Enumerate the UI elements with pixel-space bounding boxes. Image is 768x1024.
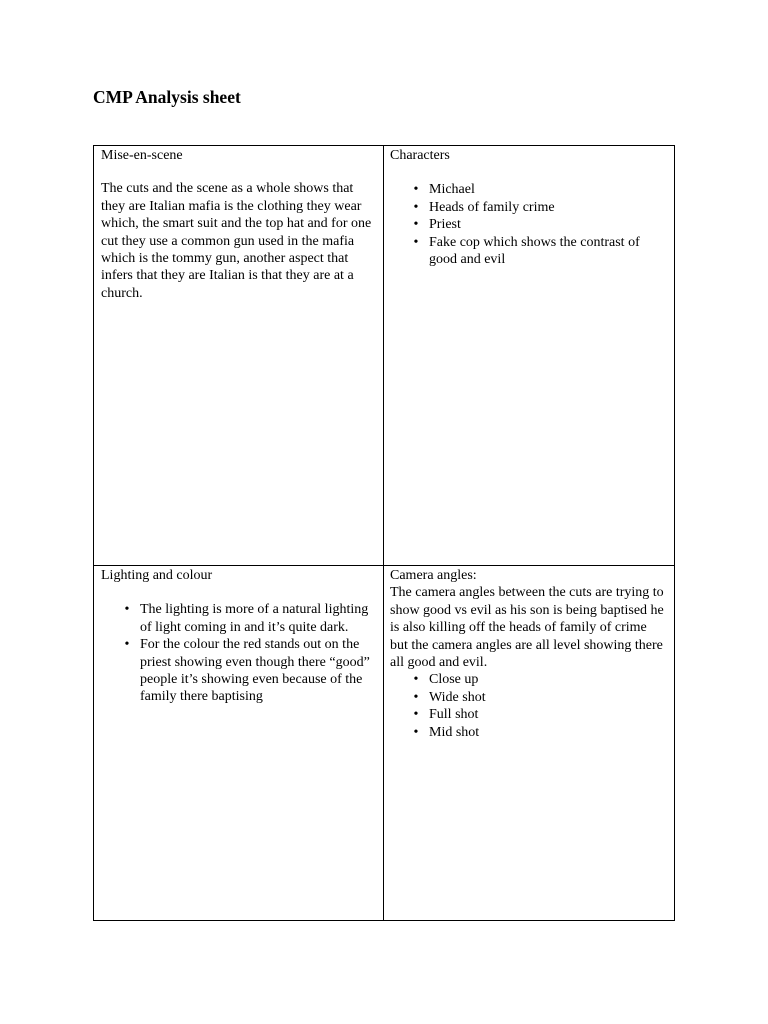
mise-en-scene-text: The cuts and the scene as a whole shows that they are Italian mafia is the clothing they wear which, the smart suit and the top hat and for one cut they use a common gun used in the mafia which is the tommy gun, another aspect that infers that they are Italian is that they are at a church. [101,181,372,301]
lighting-colour-heading: Lighting and colour [101,568,213,583]
characters-heading: Characters [390,148,450,163]
list-item [390,216,667,233]
camera-item: Mid shot [429,724,480,740]
characters-cell [384,146,674,566]
characters-list [390,181,667,268]
bullet-icon: • [413,217,419,233]
camera-angles-text: The camera angles between the cuts are trying to show good vs evil as his son is being baptised he is also killing off the heads of family of crime but the camera angles are all level showing there all good and evil. [390,585,664,671]
list-item [390,724,667,741]
bullet-icon: • [413,672,419,688]
mise-en-scene-cell [94,146,384,566]
bullet-icon: • [413,689,419,705]
bullet-icon: • [413,707,419,723]
mise-en-scene-heading: Mise-en-scene [101,148,183,163]
lighting-item: The lighting is more of a natural lighting of light coming in and it’s quite dark. [140,602,369,635]
list-item [390,181,667,198]
bullet-icon: • [413,724,419,740]
camera-angles-heading: Camera angles: [390,568,477,583]
list-item [101,601,376,636]
analysis-table [93,145,675,921]
lighting-item: For the colour the red stands out on the priest showing even though there “good” people it’s showing even because of the family there baptising [140,637,370,705]
character-item: Fake cop which shows the contrast of good and evil [429,234,640,268]
camera-angles-list [390,671,667,741]
lighting-colour-cell [94,566,384,920]
camera-angles-cell [384,566,674,920]
character-item: Priest [429,217,461,233]
camera-item: Full shot [429,707,479,723]
list-item [101,636,376,706]
camera-item: Close up [429,672,479,688]
lighting-list [101,601,376,705]
bullet-icon: • [413,199,419,215]
bullet-icon: • [413,182,419,198]
list-item [390,199,667,216]
list-item [390,671,667,688]
bullet-icon: • [124,637,130,653]
page-title: CMP Analysis sheet [93,87,241,107]
list-item [390,689,667,706]
character-item: Michael [429,182,475,198]
list-item [390,234,667,269]
list-item [390,706,667,723]
bullet-icon: • [413,234,419,250]
character-item: Heads of family crime [429,199,555,215]
camera-item: Wide shot [429,689,486,705]
bullet-icon: • [124,602,130,618]
